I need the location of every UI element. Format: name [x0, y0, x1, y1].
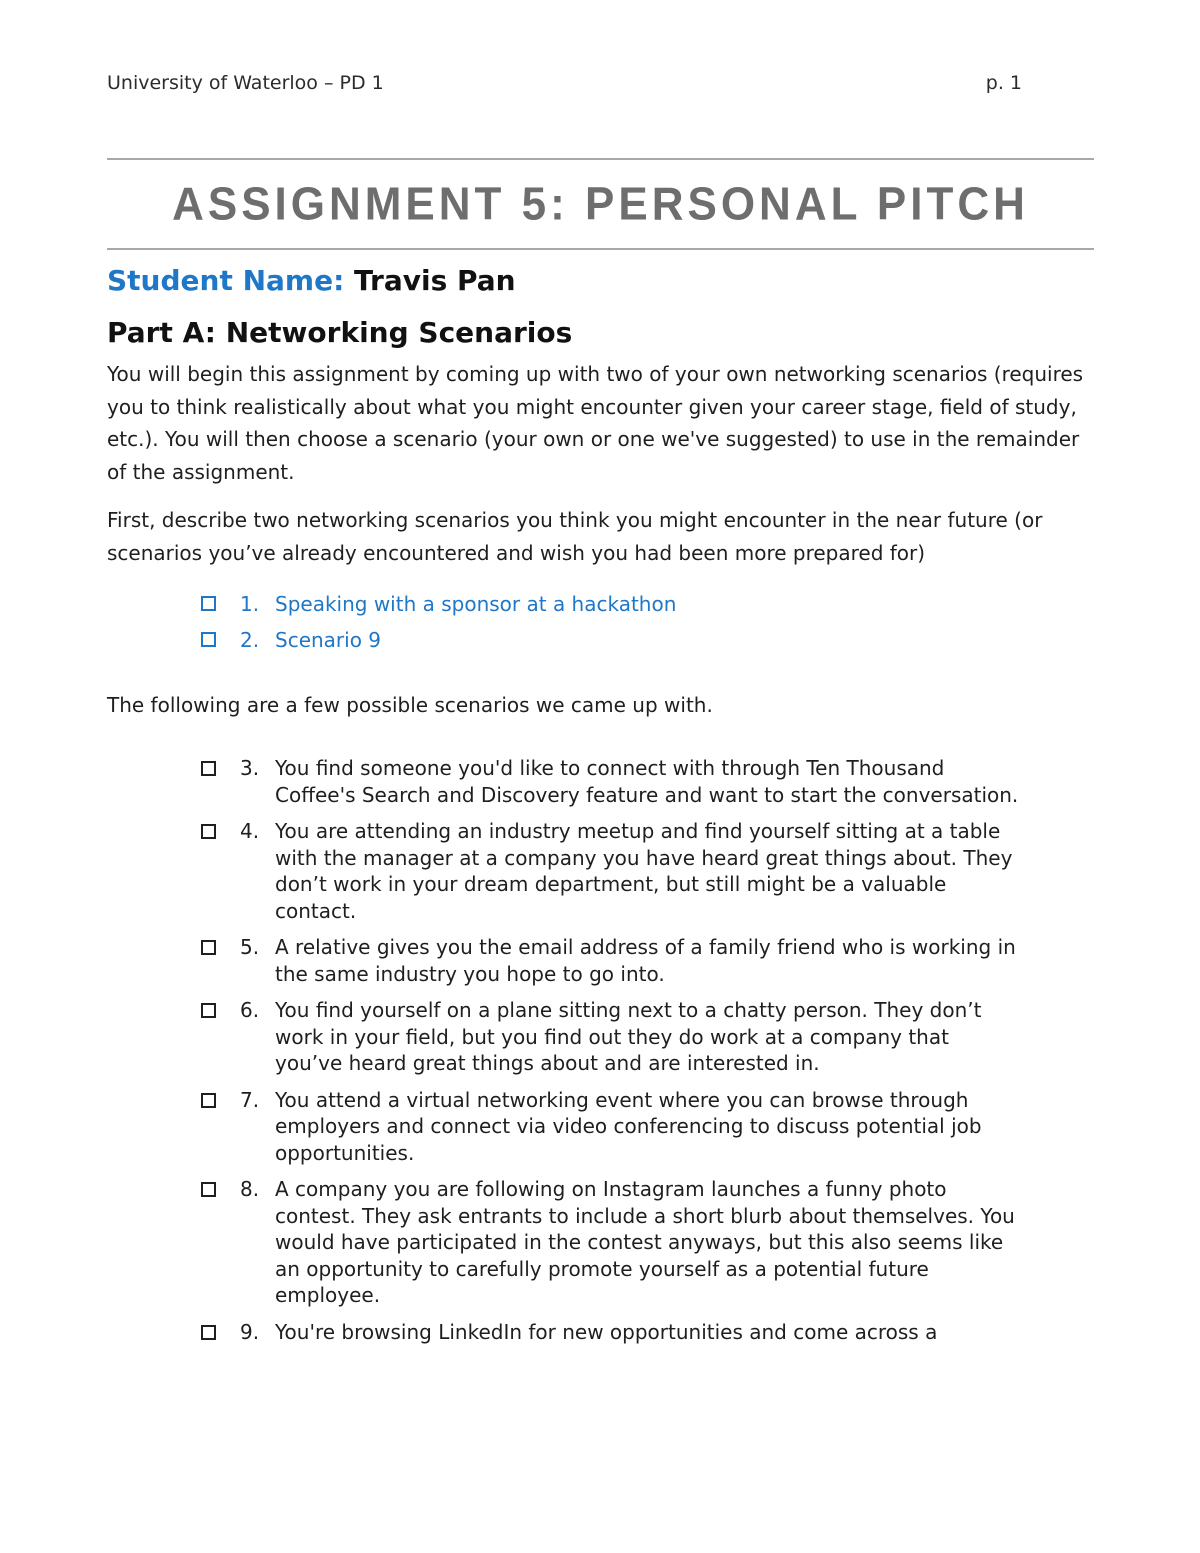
suggested-scenarios-list [200, 755, 1020, 1345]
item-text: Speaking with a sponsor at a hackathon [275, 592, 677, 616]
item-text: Scenario 9 [275, 628, 382, 652]
intro-paragraph: You will begin this assignment by coming up with two of your own networking scenarios (requires you to think realistically about what you might encounter given your career stage, field of study, etc.). You will then choose a scenario (your own or one we've suggested) to use in the remainder of the assignment. [107, 362, 1084, 484]
checkbox-icon[interactable] [201, 1093, 216, 1108]
list-item [200, 624, 676, 660]
header-page-number: p. 1 [985, 72, 1022, 94]
part-a-heading: Part A: Networking Scenarios [107, 316, 573, 349]
item-number: 8. [240, 1177, 260, 1201]
checkbox-icon[interactable] [201, 1182, 216, 1197]
title-rule-top [107, 158, 1094, 160]
instruction-paragraph: First, describe two networking scenarios you think you might encounter in the near future (or scenarios you’ve already encountered and wish you had been more prepared for) [107, 508, 1043, 565]
suggested-intro: The following are a few possible scenarios we came up with. [107, 693, 713, 717]
list-item [200, 997, 1020, 1077]
item-number: 4. [240, 819, 260, 843]
item-text: You attend a virtual networking event where you can browse through employers and connect via video conferencing to discuss potential job opportunities. [275, 1087, 982, 1165]
item-number: 9. [240, 1319, 260, 1344]
item-text: A company you are following on Instagram launches a funny photo contest. They ask entrants to include a short blurb about themselves. You would have participated in the contest anyways, but this also seems like an opportunity to carefully promote yourself as a potential future employee. [275, 1177, 1015, 1307]
student-name-value: Travis Pan [354, 264, 516, 297]
header-course: University of Waterloo – PD 1 [107, 72, 384, 94]
checkbox-icon[interactable] [201, 1003, 216, 1018]
checkbox-icon[interactable] [201, 632, 216, 647]
checkbox-icon[interactable] [201, 940, 216, 955]
checkbox-icon[interactable] [201, 596, 216, 611]
checkbox-icon[interactable] [201, 761, 216, 776]
item-text: A relative gives you the email address of a family friend who is working in the same industry you hope to go into. [275, 935, 1016, 986]
item-number: 1. [240, 592, 260, 616]
list-item [200, 588, 676, 624]
list-item [200, 1319, 1020, 1346]
item-text: You find yourself on a plane sitting next to a chatty person. They don’t work in your field, but you find out they do work at a company that you’ve heard great things about and are interested in. [275, 998, 982, 1075]
item-number: 5. [240, 935, 260, 959]
list-item [200, 755, 1020, 808]
page-header [107, 72, 1022, 94]
list-item [200, 818, 1020, 924]
item-text: You're browsing LinkedIn for new opportunities and come across a [275, 1319, 938, 1344]
student-name-line [107, 264, 516, 297]
item-text: You find someone you'd like to connect with through Ten Thousand Coffee's Search and Discovery feature and want to start the conversation. [275, 756, 1019, 807]
list-item [200, 1087, 1020, 1167]
checkbox-icon[interactable] [201, 824, 216, 839]
item-number: 7. [240, 1087, 260, 1112]
own-scenarios-list [200, 588, 676, 660]
title-rule-bottom [107, 248, 1094, 250]
student-name-label: Student Name: [107, 264, 345, 297]
item-number: 3. [240, 756, 260, 780]
item-text: You are attending an industry meetup and find yourself sitting at a table with the manager at a company you have heard great things about. They don’t work in your dream department, but still might be a valuable contact. [275, 819, 1013, 923]
list-item [200, 934, 1020, 987]
assignment-title: ASSIGNMENT 5: PERSONAL PITCH [172, 178, 1029, 231]
checkbox-icon[interactable] [201, 1325, 216, 1340]
list-item [200, 1176, 1020, 1309]
item-number: 2. [240, 628, 260, 652]
item-number: 6. [240, 998, 260, 1022]
